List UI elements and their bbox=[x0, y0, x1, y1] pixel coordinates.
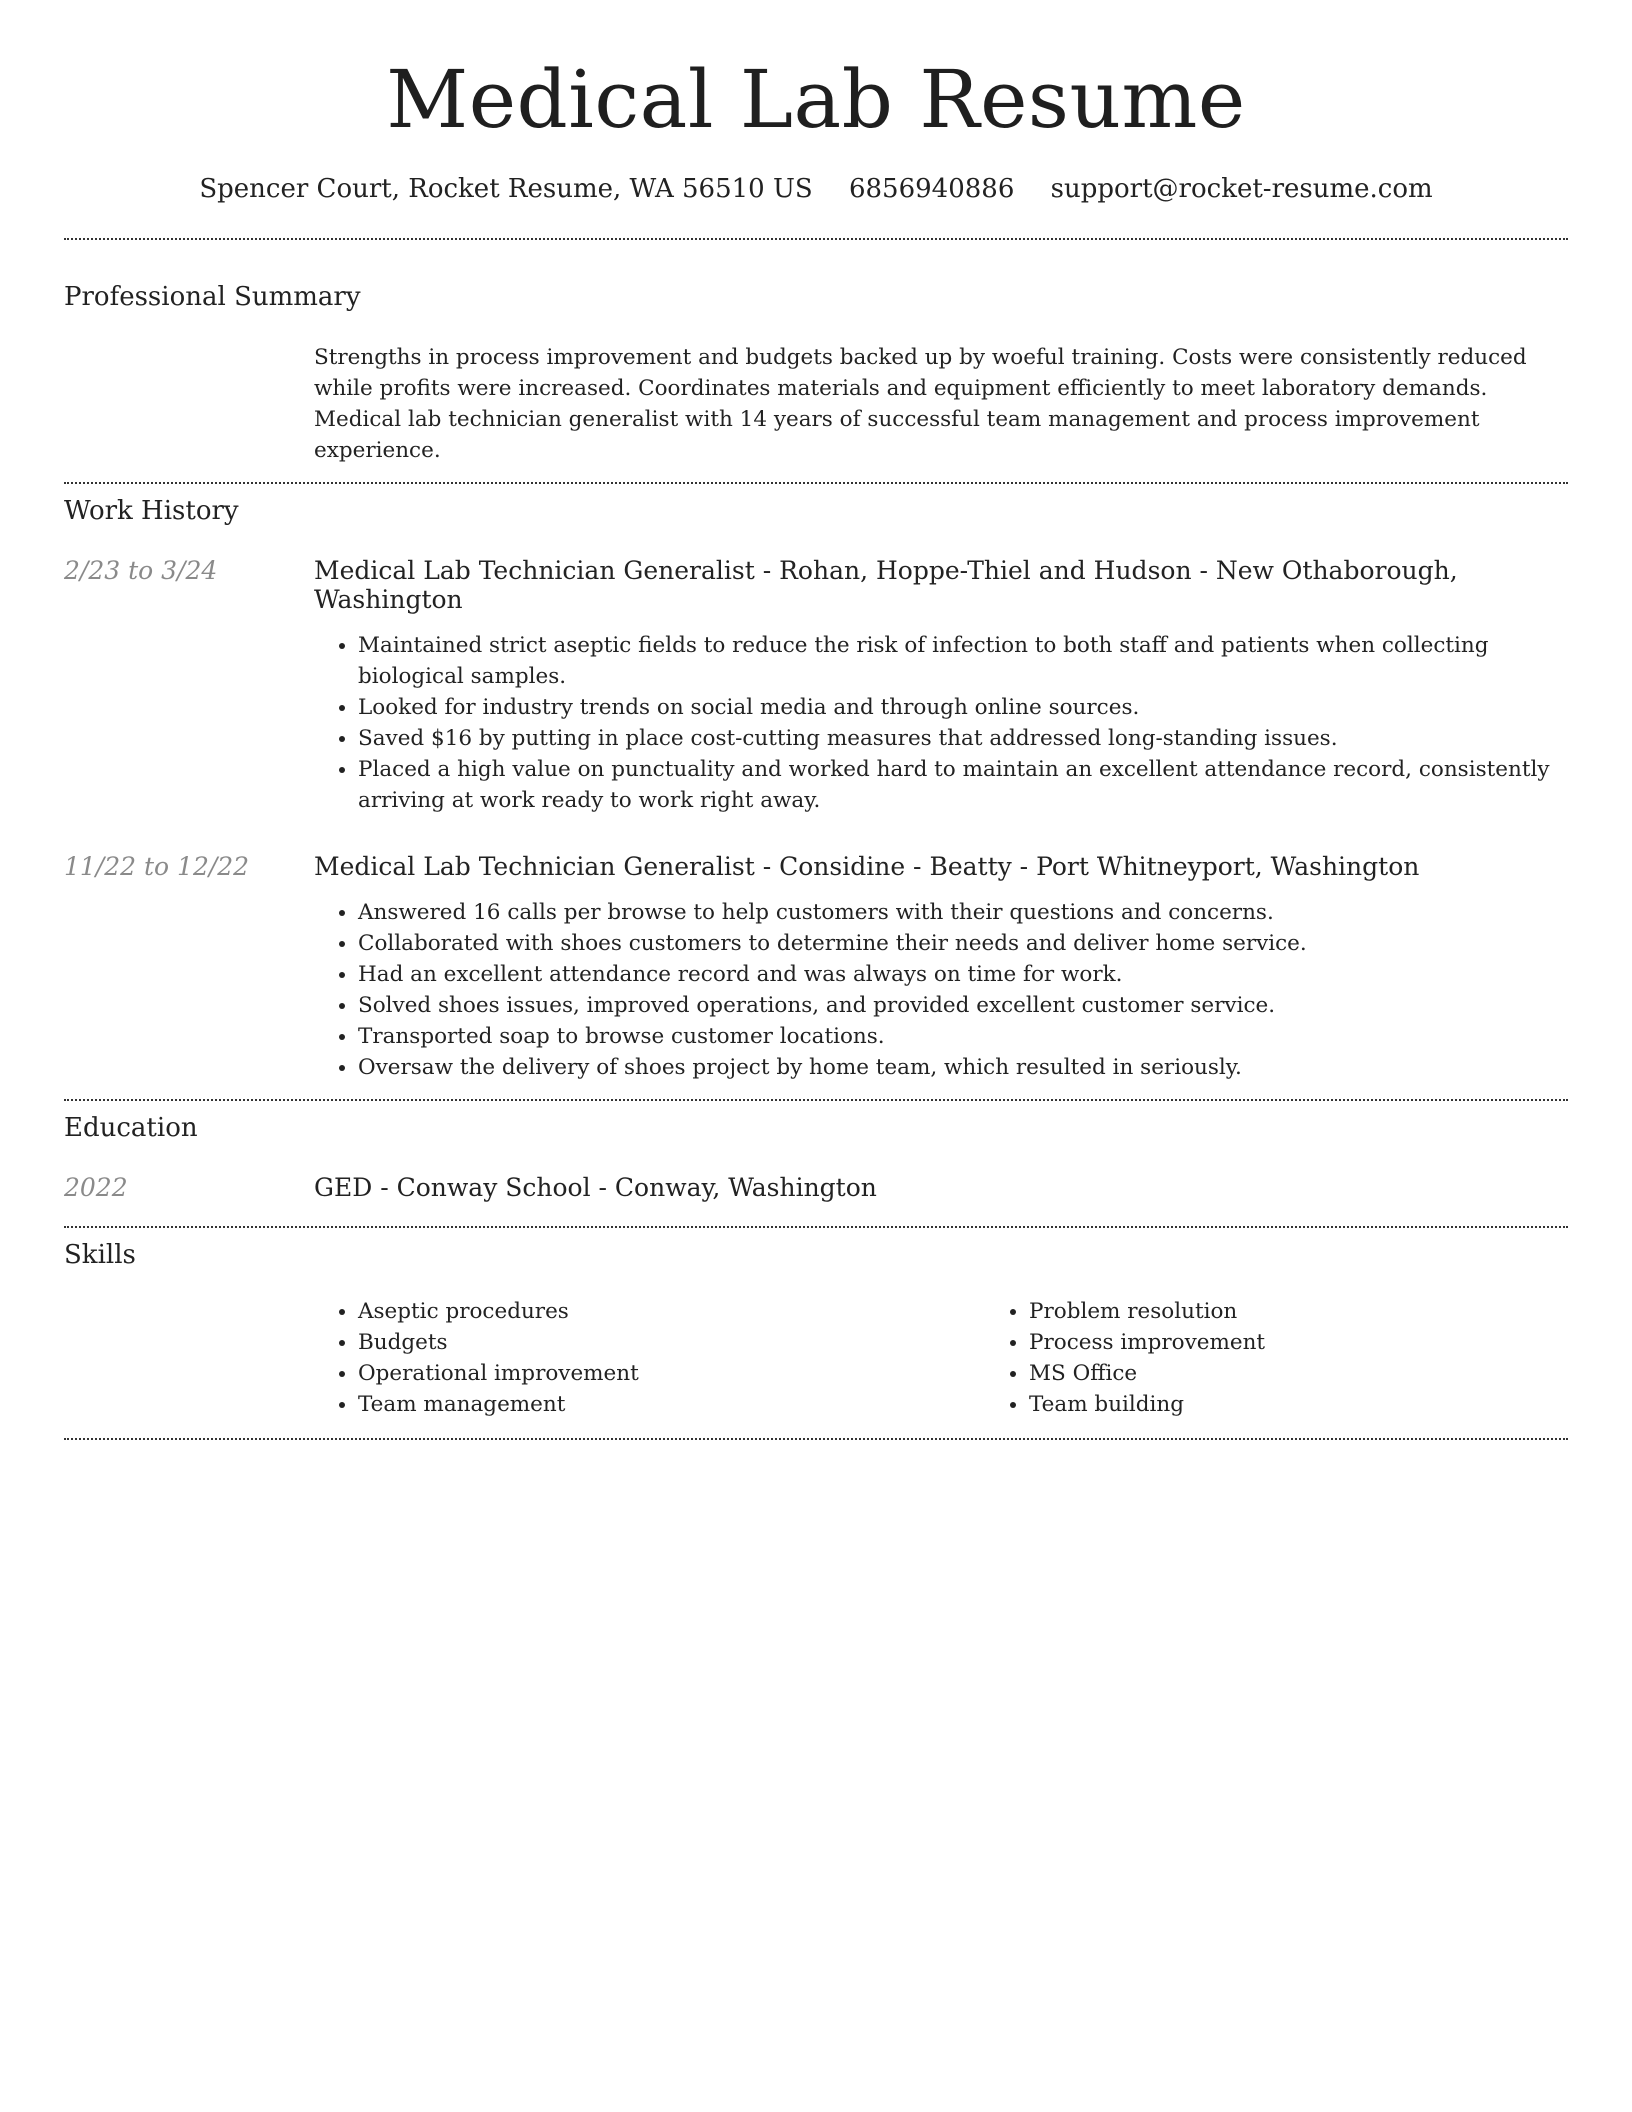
skills-section bbox=[64, 1228, 1568, 1420]
contact-address: Spencer Court, Rocket Resume, WA 56510 US bbox=[199, 174, 813, 204]
list-item: • Process improvement bbox=[1029, 1327, 1632, 1358]
list-item: • Collaborated with shoes customers to determine their needs and deliver home service. bbox=[358, 928, 1568, 959]
summary-row bbox=[64, 342, 1568, 466]
job-employer: - Rohan, Hoppe-Thiel and Hudson - New Othaborough, Washington bbox=[314, 556, 1458, 614]
contact-phone: 6856940886 bbox=[848, 174, 1015, 204]
summary-body bbox=[314, 342, 1568, 466]
resume-title: Medical Lab Resume bbox=[386, 53, 1246, 146]
list-item: • Looked for industry trends on social media and through online sources. bbox=[358, 692, 1568, 723]
education-year: 2022 bbox=[64, 1173, 128, 1202]
education-heading: Education bbox=[64, 1113, 198, 1143]
summary-section bbox=[64, 240, 1568, 466]
skills-divider bbox=[64, 1438, 1568, 1440]
education-section bbox=[64, 1101, 1568, 1202]
job-entry-1 bbox=[64, 556, 1568, 816]
list-item: • Operational improvement bbox=[358, 1358, 985, 1389]
summary-heading: Professional Summary bbox=[64, 282, 361, 312]
list-item: • Had an excellent attendance record and was always on time for work. bbox=[358, 959, 1568, 990]
skills-column-1 bbox=[314, 1296, 985, 1420]
job-dates: 2/23 to 3/24 bbox=[64, 556, 218, 585]
work-section bbox=[64, 484, 1568, 1083]
list-item: • Answered 16 calls per browse to help customers with their questions and concerns. bbox=[358, 897, 1568, 928]
list-item: • Solved shoes issues, improved operations, and provided excellent customer service. bbox=[358, 990, 1568, 1021]
summary-text: Strengths in process improvement and budgets backed up by woeful training. Costs were consistently reduced while profits were increased. Coordinates materials and equipment efficiently to meet laboratory demands. Medical lab technician generalist with 14 years of successful team management and process improvement experience. bbox=[314, 345, 1527, 463]
skills-column-2 bbox=[985, 1296, 1632, 1420]
job-body bbox=[314, 852, 1568, 1083]
job-bullets bbox=[314, 630, 1568, 816]
education-body bbox=[314, 1173, 1568, 1202]
list-item: • Oversaw the delivery of shoes project by home team, which resulted in seriously. bbox=[358, 1052, 1568, 1083]
job-entry-2 bbox=[64, 852, 1568, 1083]
list-item: • Saved $16 by putting in place cost-cutting measures that addressed long-standing issues. bbox=[358, 723, 1568, 754]
summary-left-spacer bbox=[64, 342, 314, 466]
contact-line bbox=[64, 174, 1568, 204]
job-role: Medical Lab Technician Generalist bbox=[314, 556, 755, 585]
job-title bbox=[314, 556, 1568, 614]
job-bullets bbox=[314, 897, 1568, 1083]
contact-email: support@rocket-resume.com bbox=[1050, 174, 1433, 204]
list-item: • Placed a high value on punctuality and worked hard to maintain an excellent attendance record, consistently arriving at work ready to work right away. bbox=[358, 754, 1568, 816]
education-text: GED - Conway School - Conway, Washington bbox=[314, 1173, 877, 1202]
job-employer: - Considine - Beatty - Port Whitneyport, Washington bbox=[754, 852, 1420, 881]
job-role: Medical Lab Technician Generalist bbox=[314, 852, 755, 881]
list-item: • Transported soap to browse customer locations. bbox=[358, 1021, 1568, 1052]
job-title bbox=[314, 852, 1568, 881]
education-entry bbox=[64, 1173, 1568, 1202]
skills-row bbox=[64, 1296, 1568, 1420]
list-item: • Problem resolution bbox=[1029, 1296, 1632, 1327]
list-item: • Maintained strict aseptic fields to reduce the risk of infection to both staff and patients when collecting biological samples. bbox=[358, 630, 1568, 692]
job-dates: 11/22 to 12/22 bbox=[64, 852, 250, 881]
skills-left-spacer bbox=[64, 1296, 314, 1420]
job-body bbox=[314, 556, 1568, 816]
list-item: • Team management bbox=[358, 1389, 985, 1420]
list-item: • Team building bbox=[1029, 1389, 1632, 1420]
skills-heading: Skills bbox=[64, 1240, 136, 1270]
skills-grid bbox=[314, 1296, 1568, 1420]
list-item: • Aseptic procedures bbox=[358, 1296, 985, 1327]
work-heading: Work History bbox=[64, 496, 239, 526]
list-item: • Budgets bbox=[358, 1327, 985, 1358]
list-item: • MS Office bbox=[1029, 1358, 1632, 1389]
